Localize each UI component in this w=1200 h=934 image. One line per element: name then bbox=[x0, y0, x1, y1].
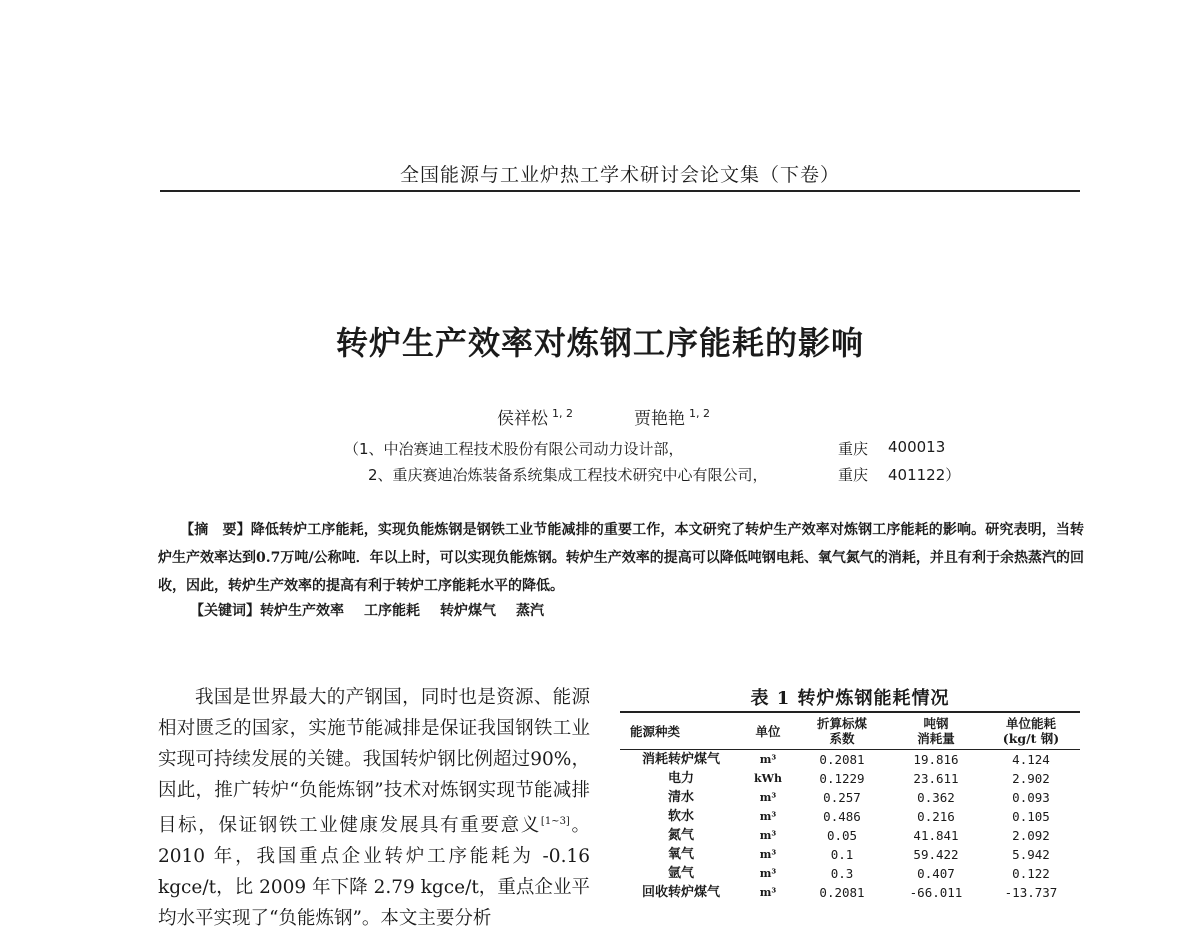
body-paragraph: 我国是世界最大的产钢国，同时也是资源、能源相对匮乏的国家，实施节能减排是保证我国钢铁工业实现可持续发展的关键。我国转炉钢比例超过90%，因此，推广转炉“负能炼钢”技术对炼钢实现节能减排目标，保证钢铁工业健康发展具有重要意义[1~3]。2010 年，我国重点企业转炉工序能耗为 -0.16 kgce/t，比 2009 年下降 2.79 kgce/t，重点企业平均水平实现了“负能炼钢”。本文主要分析 bbox=[158, 687, 590, 930]
table-cell: 0.407 bbox=[917, 866, 955, 881]
table-cell: 19.816 bbox=[913, 752, 959, 767]
table-cell: -13.737 bbox=[1004, 885, 1058, 900]
running-header: 全国能源与工业炉热工学术研讨会论文集（下卷） bbox=[399, 164, 840, 186]
table-cell: -66.011 bbox=[909, 885, 963, 900]
keywords-label: 【关键词】 bbox=[190, 603, 260, 619]
table-cell: 41.841 bbox=[913, 828, 959, 843]
table-row bbox=[620, 769, 1080, 788]
abstract-label: 【摘 要】 bbox=[180, 522, 251, 538]
keyword: 转炉煤气 bbox=[440, 603, 496, 619]
keyword: 转炉生产效率 bbox=[260, 603, 344, 619]
table-cell: m³ bbox=[759, 886, 777, 899]
table-cell: 0.1 bbox=[830, 847, 854, 862]
table-cell: 0.093 bbox=[1012, 790, 1050, 805]
table-cell: 59.422 bbox=[913, 847, 959, 862]
table-cell: 0.122 bbox=[1012, 866, 1050, 881]
table-row bbox=[620, 750, 1080, 770]
column-header: 吨钢 消耗量 bbox=[890, 712, 982, 750]
table-cell: 氩气 bbox=[667, 866, 694, 881]
table-cell: m³ bbox=[759, 791, 777, 804]
column-header: 能源种类 bbox=[620, 712, 742, 750]
table-cell: m³ bbox=[759, 867, 777, 880]
abstract bbox=[158, 516, 1084, 600]
table-cell: 氧气 bbox=[667, 847, 694, 862]
table-cell: m³ bbox=[759, 810, 777, 823]
table-cell: 0.1229 bbox=[819, 771, 865, 786]
table-cell: 清水 bbox=[667, 790, 694, 805]
table-cell: 软水 bbox=[667, 809, 694, 824]
table-cell: 0.362 bbox=[917, 790, 955, 805]
table-cell: 5.942 bbox=[1012, 847, 1050, 862]
energy-table bbox=[620, 711, 1080, 902]
table-cell: m³ bbox=[759, 848, 777, 861]
table-cell: 2.092 bbox=[1012, 828, 1050, 843]
table-cell: 0.3 bbox=[830, 866, 854, 881]
table-cell: 0.216 bbox=[917, 809, 955, 824]
table-cell: 0.2081 bbox=[819, 752, 865, 767]
abstract-text: 降低转炉工序能耗，实现负能炼钢是钢铁工业节能减排的重要工作，本文研究了转炉生产效率对炼钢工序能耗的影响。研究表明，当转炉生产效率达到0.7万吨/公称吨．年以上时，可以实现负能炼钢。转炉生产效率的提高可以降低吨钢电耗、氧气氮气的消耗，并且有利于余热蒸汽的回收，因此，转炉生产效率的提高有利于转炉工序能耗水平的降低。 bbox=[158, 522, 1084, 594]
table-cell: 电力 bbox=[667, 771, 694, 786]
table-cell: 0.486 bbox=[823, 809, 861, 824]
column-header: 单位能耗 (kg/t 钢) bbox=[982, 712, 1080, 750]
paper-title: 转炉生产效率对炼钢工序能耗的影响 bbox=[335, 324, 864, 362]
author-2: 贾艳艳 $^{1, 2}$ bbox=[634, 407, 710, 429]
table-cell: m³ bbox=[759, 753, 777, 766]
table-cell: 0.2081 bbox=[819, 885, 865, 900]
table-cell: kWh bbox=[754, 772, 782, 785]
author-1: 侯祥松 $^{1, 2}$ bbox=[497, 407, 573, 429]
column-header: 单位 bbox=[742, 712, 794, 750]
keyword: 蒸汽 bbox=[516, 603, 544, 619]
table-cell: 2.902 bbox=[1012, 771, 1050, 786]
table-header-row bbox=[620, 712, 1080, 750]
table-cell: 0.257 bbox=[823, 790, 861, 805]
column-header: 折算标煤 系数 bbox=[794, 712, 890, 750]
table-cell: 消耗转炉煤气 bbox=[641, 752, 720, 767]
table-row bbox=[620, 845, 1080, 864]
table-cell: 23.611 bbox=[913, 771, 959, 786]
table-row bbox=[620, 883, 1080, 902]
table-cell: 4.124 bbox=[1012, 752, 1050, 767]
table-row bbox=[620, 807, 1080, 826]
table-row bbox=[620, 826, 1080, 845]
citation: [1~3] bbox=[540, 816, 570, 827]
table-title: 表 1 转炉炼钢能耗情况 bbox=[750, 688, 950, 709]
table-cell: 0.05 bbox=[826, 828, 858, 843]
table-row bbox=[620, 788, 1080, 807]
keywords bbox=[190, 600, 564, 620]
table-cell: 回收转炉煤气 bbox=[641, 885, 720, 900]
table-cell: 0.105 bbox=[1012, 809, 1050, 824]
table-row bbox=[620, 864, 1080, 883]
header-rule bbox=[160, 190, 1080, 192]
table-cell: m³ bbox=[759, 829, 777, 842]
keyword: 工序能耗 bbox=[364, 603, 420, 619]
table-cell: 氮气 bbox=[667, 828, 694, 843]
